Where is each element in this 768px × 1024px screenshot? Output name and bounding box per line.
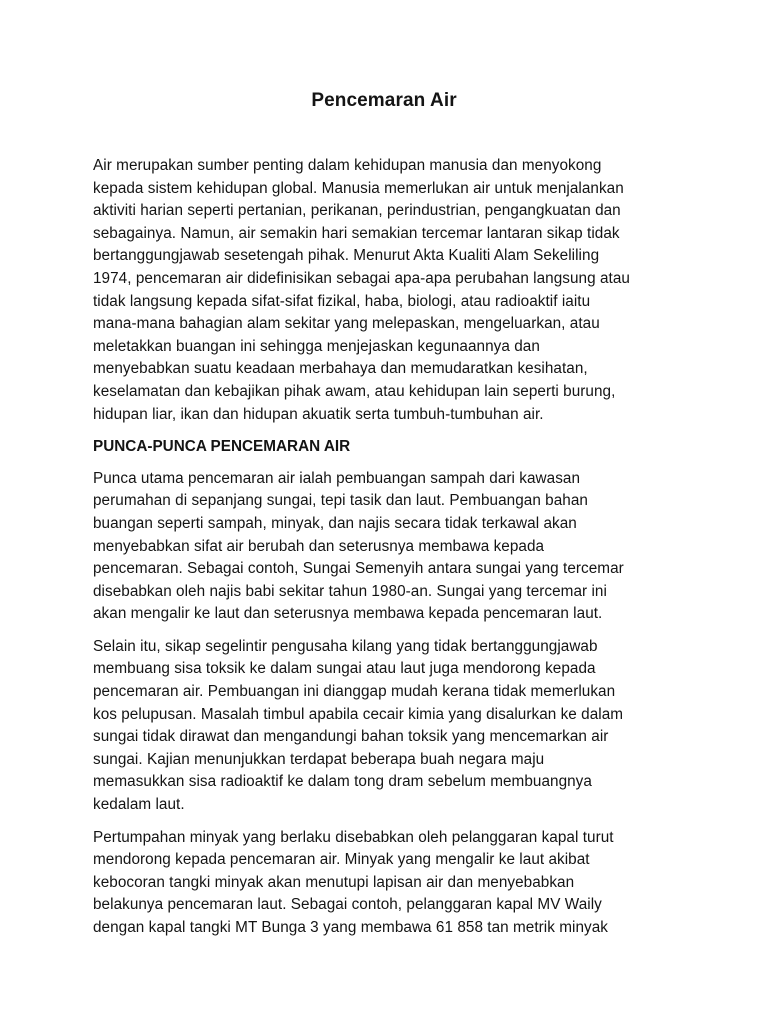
text-line: Air merupakan sumber penting dalam kehidupan manusia dan menyokong (93, 157, 602, 174)
text-line: membuang sisa toksik ke dalam sungai atau laut juga mendorong kepada (93, 660, 596, 678)
text-line: kebocoran tangki minyak akan menutupi lapisan air dan menyebabkan (93, 873, 575, 891)
text-line: menyebabkan sifat air berubah dan seterusnya membawa kepada (93, 537, 545, 555)
text-line: sebagainya. Namun, air semakin hari semakian tercemar lantaran sikap tidak (93, 224, 620, 242)
text-line: 1974, pencemaran air didefinisikan sebagai apa-apa perubahan langsung atau (93, 269, 630, 287)
text-line: akan mengalir ke laut dan seterusnya membawa kepada pencemaran laut. (93, 605, 603, 623)
text-line: aktiviti harian seperti pertanian, perikanan, perindustrian, pengangkuatan dan (93, 202, 621, 220)
text-line: dengan kapal tangki MT Bunga 3 yang membawa 61 858 tan metrik minyak (93, 919, 609, 936)
text-line: mana-mana bahagian alam sekitar yang melepaskan, mengeluarkan, atau (93, 315, 600, 333)
document-body (93, 155, 677, 950)
text-line: kedalam laut. (93, 796, 185, 814)
text-line: sungai tidak dirawat dan mengandungi bahan toksik yang mencemarkan air (93, 728, 609, 746)
text-line: Selain itu, sikap segelintir pengusaha kilang yang tidak bertanggungjawab (93, 637, 598, 655)
text-line: kos pelupusan. Masalah timbul apabila cecair kimia yang disalurkan ke dalam (93, 705, 624, 723)
text-line: sungai. Kajian menunjukkan terdapat beberapa buah negara maju (93, 750, 545, 768)
text-line: hidupan liar, ikan dan hidupan akuatik serta tumbuh-tumbuhan air. (93, 405, 544, 423)
text-line: buangan seperti sampah, minyak, dan najis secara tidak terkawal akan (93, 514, 577, 532)
text-line: memasukkan sisa radioaktif ke dalam tong dram sebelum membuangnya (93, 773, 592, 791)
paragraph-2 (93, 636, 677, 817)
text-line: tidak langsung kepada sifat-sifat fizikal, haba, biologi, atau radioaktif iaitu (93, 292, 591, 310)
paragraph-3 (93, 827, 677, 940)
text-line: disebabkan oleh najis babi sekitar tahun 1980-an. Sungai yang tercemar ini (93, 582, 607, 600)
text-line: keselamatan dan kebajikan pihak awam, atau kehidupan lain seperti burung, (93, 382, 616, 400)
text-line: belakunya pencemaran laut. Sebagai contoh, pelanggaran kapal MV Waily (93, 896, 602, 914)
text-line: perumahan di sepanjang sungai, tepi tasik dan laut. Pembuangan bahan (93, 492, 588, 510)
text-line: menyebabkan suatu keadaan merbahaya dan memudaratkan kesihatan, (93, 360, 588, 378)
text-line: kepada sistem kehidupan global. Manusia memerlukan air untuk menjalankan (93, 179, 624, 197)
intro-paragraph (93, 155, 677, 426)
text-line: meletakkan buangan ini sehingga menjejaskan kegunaannya dan (93, 337, 540, 355)
text-line: pencemaran. Sebagai contoh, Sungai Semenyih antara sungai yang tercemar (93, 560, 624, 578)
text-line: Pertumpahan minyak yang berlaku disebabkan oleh pelanggaran kapal turut (93, 828, 614, 846)
section-heading: PUNCA-PUNCA PENCEMARAN AIR (93, 438, 351, 456)
document-title: Pencemaran Air (311, 90, 457, 111)
text-line: mendorong kepada pencemaran air. Minyak yang mengalir ke laut akibat (93, 851, 590, 869)
text-line: pencemaran air. Pembuangan ini dianggap mudah kerana tidak memerlukan (93, 683, 616, 701)
text-line: bertanggungjawab sesetengah pihak. Menurut Akta Kualiti Alam Sekeliling (93, 247, 600, 265)
paragraph-1 (93, 468, 677, 626)
text-line: Punca utama pencemaran air ialah pembuangan sampah dari kawasan (93, 469, 581, 487)
